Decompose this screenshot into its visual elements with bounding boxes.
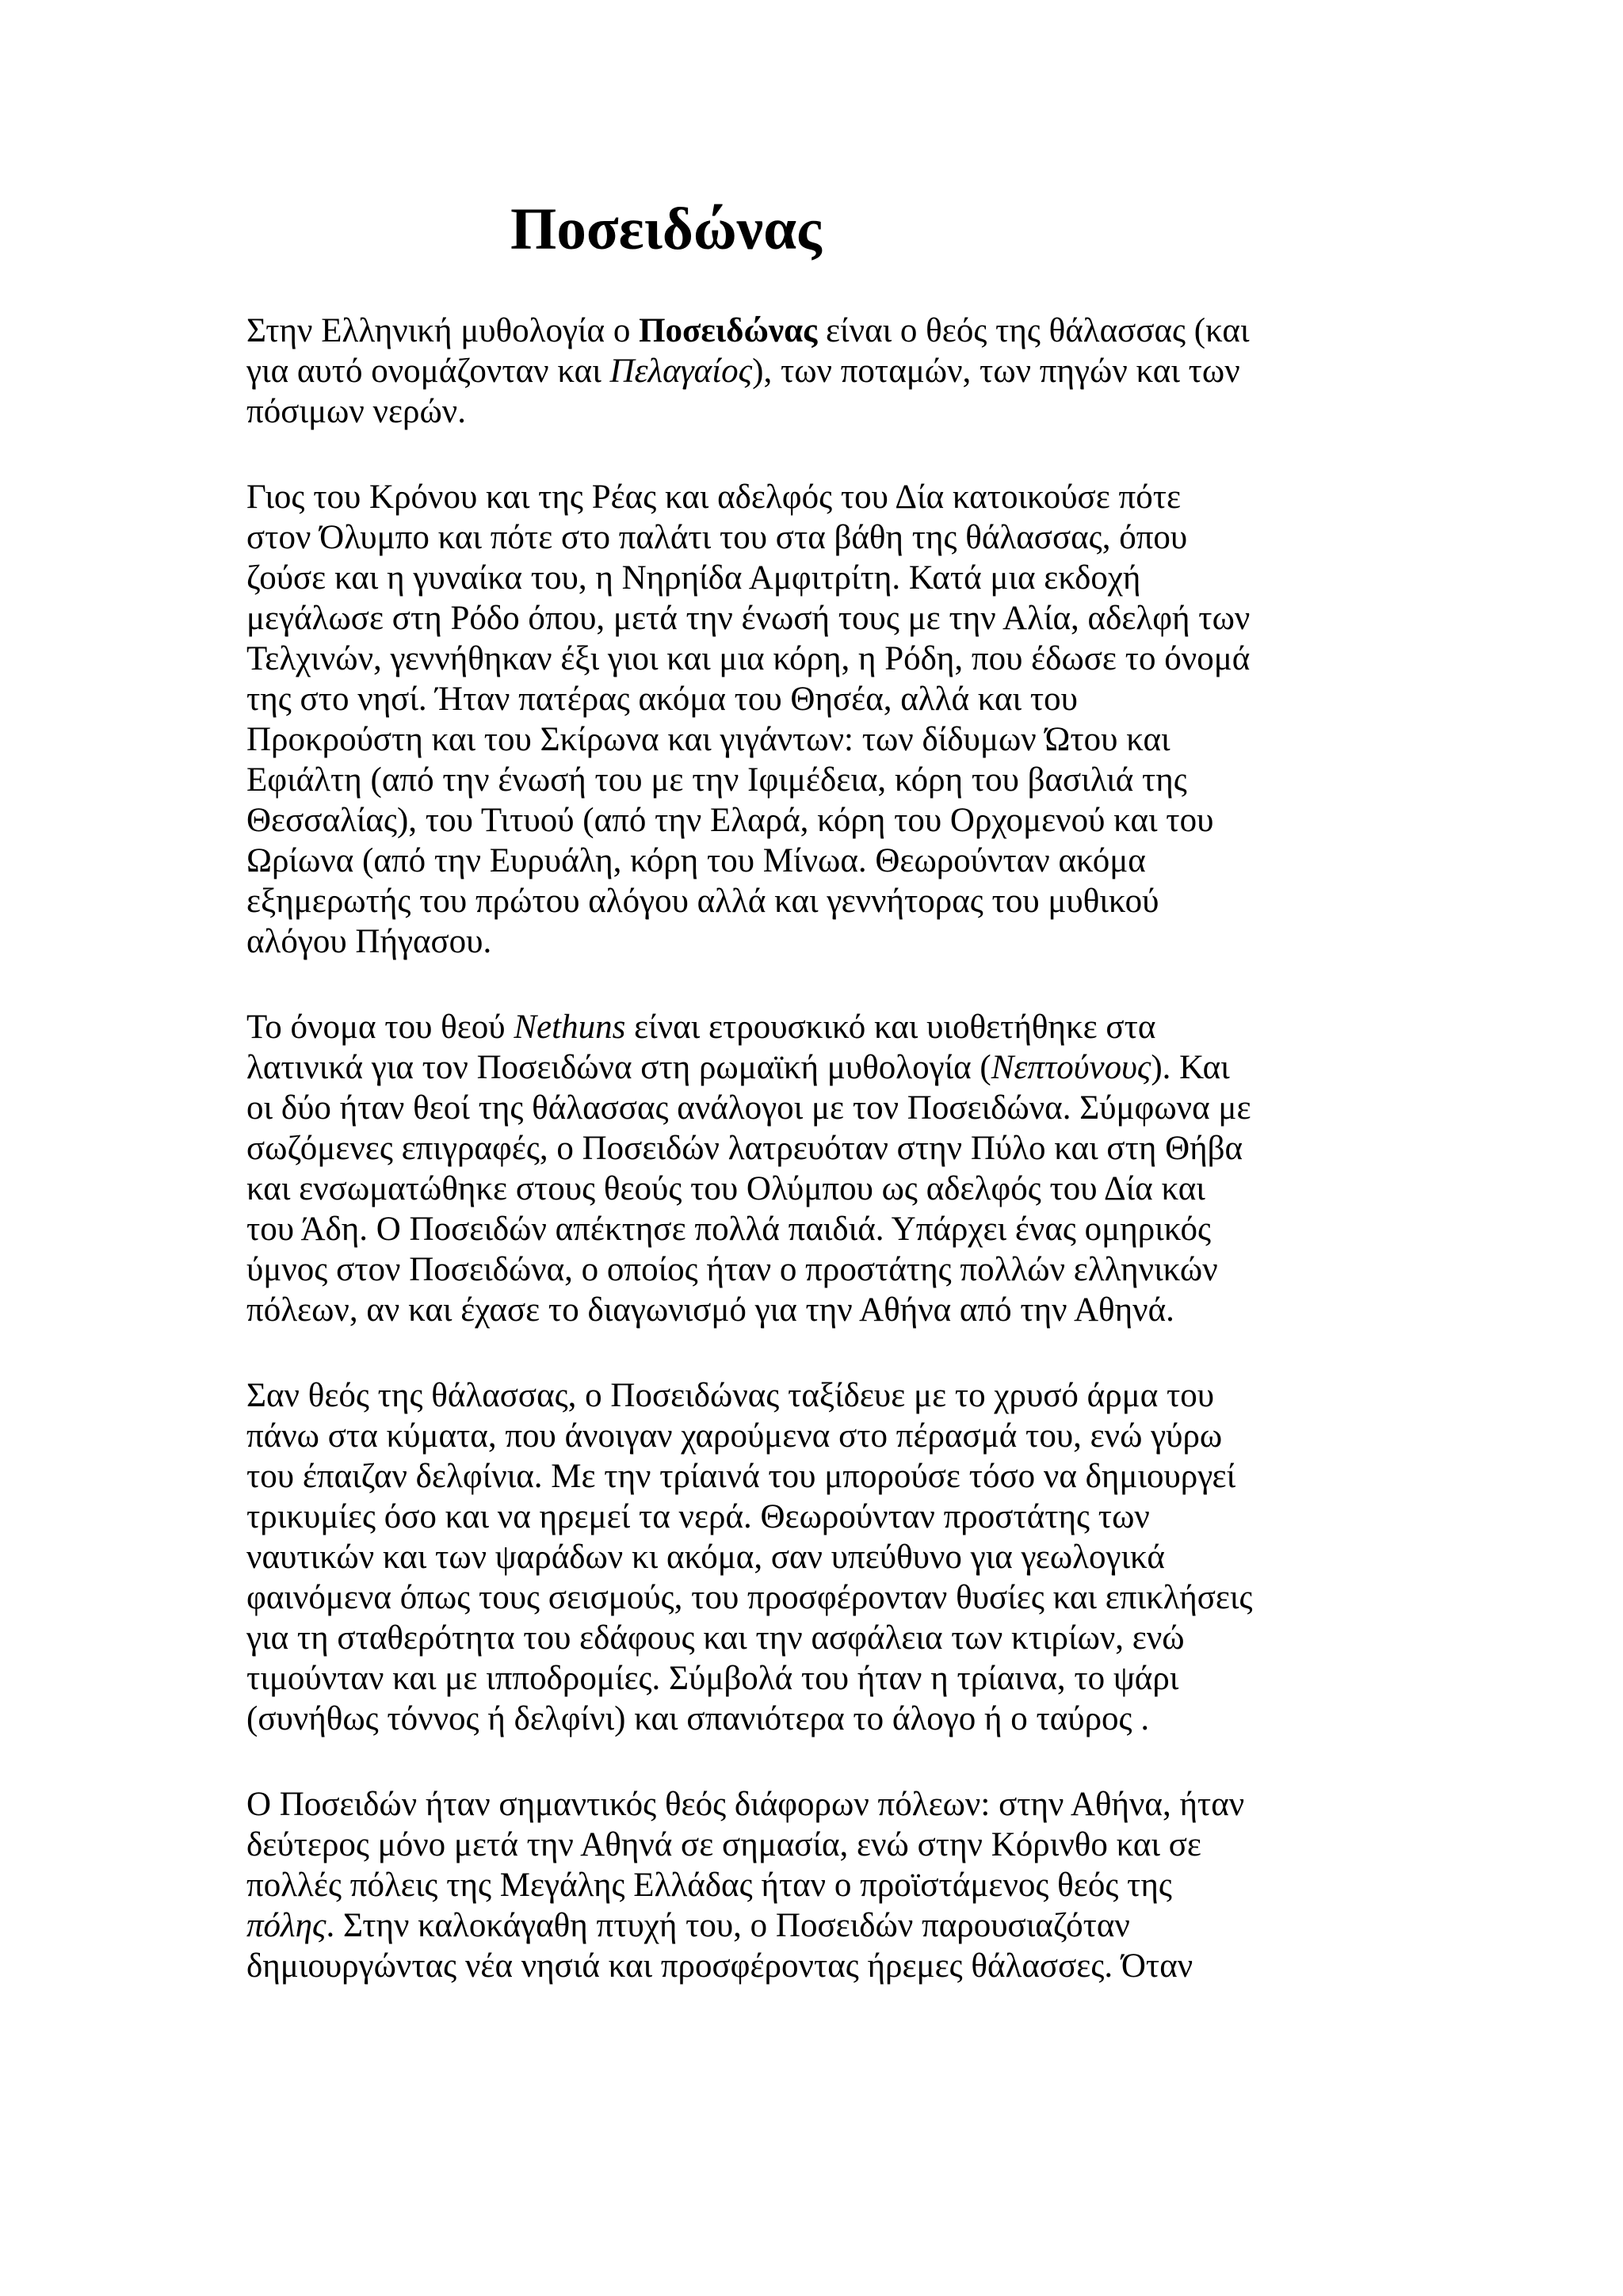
text-line — [246, 1905, 1388, 1946]
text-run: δημιουργώντας νέα νησιά και προσφέροντας ήρεμες θάλασσες. Όταν — [246, 1947, 1193, 1985]
text-run: Τελχινών, γεννήθηκαν έξι γιοι και μια κόρη, η Ρόδη, που έδωσε το όνομά — [246, 640, 1251, 677]
text-run: αλόγου Πήγασου. — [246, 923, 492, 960]
text-run: είναι ο θεός της θάλασσας (και — [817, 312, 1250, 349]
text-line — [246, 1618, 1388, 1658]
text-run: σωζόμενες επιγραφές, ο Ποσειδών λατρευόταν στην Πύλο και στη Θήβα — [246, 1130, 1243, 1167]
text-run: και ενσωματώθηκε στους θεούς του Ολύμπου ως αδελφός του Δία και — [246, 1170, 1205, 1207]
text-run: Σαν θεός της θάλασσας, ο Ποσειδώνας ταξίδευε με το χρυσό άρμα του — [246, 1377, 1215, 1414]
text-run: ). Και — [1151, 1049, 1230, 1086]
text-run: για αυτό ονομάζονταν και — [246, 353, 610, 390]
text-line — [246, 477, 1388, 517]
text-line — [246, 391, 1388, 432]
text-line — [246, 1169, 1388, 1209]
text-run: πόσιμων νερών. — [246, 393, 466, 430]
text-line — [246, 1865, 1388, 1905]
text-line — [246, 1249, 1388, 1290]
paragraph — [246, 1007, 1388, 1330]
italic-text: Nethuns — [514, 1009, 626, 1046]
text-line — [246, 598, 1388, 639]
text-run: πάνω στα κύματα, που άνοιγαν χαρούμενα στο πέρασμά του, ενώ γύρω — [246, 1417, 1223, 1455]
paragraph — [246, 311, 1388, 432]
text-run: μεγάλωσε στη Ρόδο όπου, μετά την ένωσή τους με την Αλία, αδελφή των — [246, 600, 1251, 637]
text-run: δεύτερος μόνο μετά την Αθηνά σε σημασία, ενώ στην Κόρινθο και σε — [246, 1826, 1201, 1863]
text-line — [246, 881, 1388, 921]
text-run: ζούσε και η γυναίκα του, η Νηρηίδα Αμφιτρίτη. Κατά μια εκδοχή — [246, 559, 1141, 597]
text-line — [246, 1088, 1388, 1128]
text-run: Στην Ελληνική μυθολογία ο — [246, 312, 640, 349]
italic-text: πόλης — [246, 1907, 327, 1944]
text-line — [246, 921, 1388, 962]
text-line — [246, 558, 1388, 598]
text-run: . Στην καλοκάγαθη πτυχή του, ο Ποσειδών παρουσιαζόταν — [326, 1907, 1130, 1944]
text-run: για τη σταθερότητα του εδάφους και την ασφάλεια των κτιρίων, ενώ — [246, 1619, 1185, 1657]
text-line — [246, 719, 1388, 760]
text-line — [246, 1128, 1388, 1169]
text-line — [246, 800, 1388, 841]
bold-text: Ποσειδώνας — [639, 312, 818, 349]
text-line — [246, 1375, 1388, 1416]
text-run: ύμνος στον Ποσειδώνα, ο οποίος ήταν ο προστάτης πολλών ελληνικών — [246, 1251, 1218, 1288]
text-line — [246, 1699, 1388, 1739]
page-title: Ποσειδώνας — [510, 196, 822, 262]
text-line — [246, 1047, 1388, 1088]
text-run: Ωρίωνα (από την Ευρυάλη, κόρη του Μίνωα. Θεωρούνταν ακόμα — [246, 842, 1146, 879]
text-run: εξημερωτής του πρώτου αλόγου αλλά και γεννήτορας του μυθικού — [246, 883, 1159, 920]
text-line — [246, 1416, 1388, 1456]
italic-text: Πελαγαίος — [609, 353, 753, 390]
text-run: λατινικά για τον Ποσειδώνα στη ρωμαϊκή μυθολογία ( — [246, 1049, 991, 1086]
text-run: πόλεων, αν και έχασε το διαγωνισμό για την Αθήνα από την Αθηνά. — [246, 1291, 1174, 1329]
text-line — [246, 517, 1388, 558]
text-line — [246, 1658, 1388, 1699]
text-run: ναυτικών και των ψαράδων κι ακόμα, σαν υπεύθυνο για γεωλογικά — [246, 1539, 1165, 1576]
text-line — [246, 1209, 1388, 1249]
text-run: Προκρούστη και του Σκίρωνα και γιγάντων: των δίδυμων Ώτου και — [246, 721, 1170, 758]
text-line — [246, 1290, 1388, 1330]
text-run: Εφιάλτη (από την ένωσή του με την Ιφιμέδεια, κόρη του βασιλιά της — [246, 761, 1187, 799]
text-line — [246, 1537, 1388, 1577]
text-run: Γιος του Κρόνου και της Ρέας και αδελφός του Δία κατοικούσε πότε — [246, 479, 1182, 516]
text-run: Το όνομα του θεού — [246, 1009, 514, 1046]
text-line — [246, 639, 1388, 679]
paragraph — [246, 1784, 1388, 1986]
text-line — [246, 1007, 1388, 1047]
text-run: του έπαιζαν δελφίνια. Με την τρίαινά του μπορούσε τόσο να δημιουργεί — [246, 1458, 1236, 1495]
text-run: τιμούνταν και με ιπποδρομίες. Σύμβολά του ήταν η τρίαινα, το ψάρι — [246, 1660, 1179, 1697]
text-run: της στο νησί. Ήταν πατέρας ακόμα του Θησέα, αλλά και του — [246, 681, 1078, 718]
text-run: είναι ετρουσκικό και υιοθετήθηκε στα — [625, 1009, 1156, 1046]
text-run: πολλές πόλεις της Μεγάλης Ελλάδας ήταν ο προϊστάμενος θεός της — [246, 1867, 1172, 1904]
text-run: Θεσσαλίας), του Τιτυού (από την Ελαρά, κόρη του Ορχομενού και του — [246, 802, 1214, 839]
text-line — [246, 1577, 1388, 1618]
text-run: οι δύο ήταν θεοί της θάλασσας ανάλογοι με τον Ποσειδώνα. Σύμφωνα με — [246, 1089, 1251, 1127]
text-line — [246, 841, 1388, 881]
text-line — [246, 1456, 1388, 1497]
text-run: τρικυμίες όσο και να ηρεμεί τα νερά. Θεωρούνταν προστάτης των — [246, 1498, 1150, 1535]
text-run: του Άδη. Ο Ποσειδών απέκτησε πολλά παιδιά. Υπάρχει ένας ομηρικός — [246, 1211, 1211, 1248]
italic-text: Νεπτούνους — [991, 1049, 1151, 1086]
text-line — [246, 311, 1388, 351]
paragraph — [246, 1375, 1388, 1739]
text-line — [246, 760, 1388, 800]
text-line — [246, 679, 1388, 719]
text-run: (συνήθως τόννος ή δελφίνι) και σπανιότερα το άλογο ή ο ταύρος . — [246, 1700, 1150, 1737]
text-line — [246, 351, 1388, 391]
text-line — [246, 1497, 1388, 1537]
text-line — [246, 1946, 1388, 1986]
text-line — [246, 1784, 1388, 1825]
paragraph — [246, 477, 1388, 962]
text-run: ), των ποταμών, των πηγών και των — [752, 353, 1240, 390]
text-run: στον Όλυμπο και πότε στο παλάτι του στα βάθη της θάλασσας, όπου — [246, 519, 1188, 556]
document-body — [246, 311, 1388, 2031]
text-line — [246, 1825, 1388, 1865]
text-run: Ο Ποσειδών ήταν σημαντικός θεός διάφορων πόλεων: στην Αθήνα, ήταν — [246, 1786, 1245, 1823]
text-run: φαινόμενα όπως τους σεισμούς, του προσφέρονταν θυσίες και επικλήσεις — [246, 1579, 1253, 1616]
